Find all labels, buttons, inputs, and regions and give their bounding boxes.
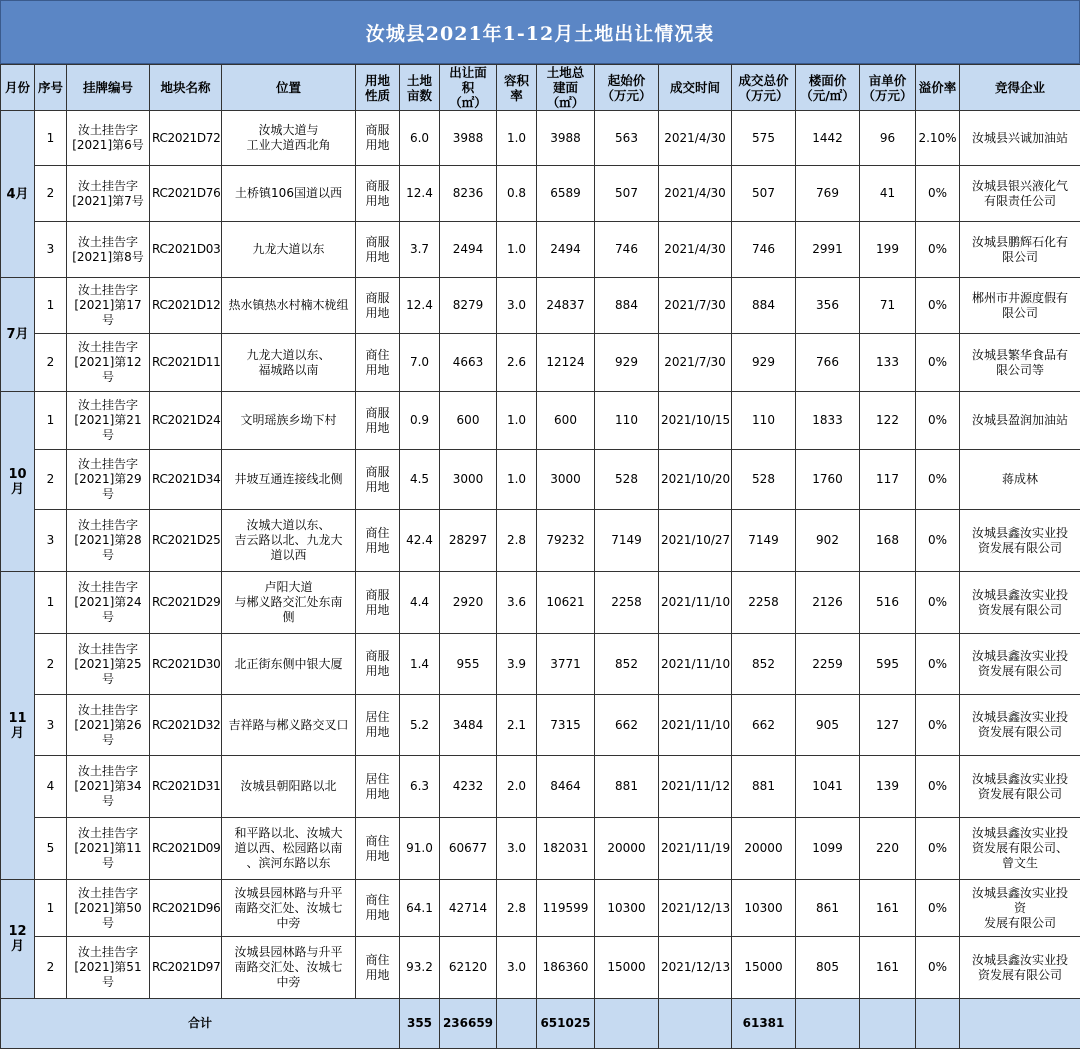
cell-deal-price: 746 <box>732 222 796 278</box>
cell-mu-price: 117 <box>860 450 916 510</box>
cell-parcel-name: RC2021D76 <box>150 166 222 222</box>
cell-premium: 0% <box>916 166 960 222</box>
cell-seq: 1 <box>35 880 67 937</box>
cell-premium: 0% <box>916 334 960 392</box>
total-empty-premium <box>916 999 960 1049</box>
cell-floor-price: 2259 <box>796 634 860 695</box>
cell-build-area: 182031 <box>537 818 595 880</box>
cell-floor-price: 769 <box>796 166 860 222</box>
cell-winner: 汝城县鹏辉石化有 限公司 <box>960 222 1080 278</box>
cell-area: 3000 <box>440 450 497 510</box>
cell-land-use: 居住 用地 <box>356 695 400 756</box>
cell-deal-time: 2021/10/27 <box>659 510 732 572</box>
cell-location: 卢阳大道 与郴义路交汇处东南 侧 <box>222 572 356 634</box>
cell-mu: 12.4 <box>400 278 440 334</box>
table-row <box>1 222 1080 278</box>
cell-area: 8279 <box>440 278 497 334</box>
cell-floor-price: 805 <box>796 937 860 999</box>
cell-location: 北正街东侧中银大厦 <box>222 634 356 695</box>
header-month: 月份 <box>1 65 35 111</box>
cell-mu: 6.3 <box>400 756 440 818</box>
table-row <box>1 634 1080 695</box>
header-deal-price: 成交总价 （万元） <box>732 65 796 111</box>
cell-deal-time: 2021/11/12 <box>659 756 732 818</box>
total-empty-ratio <box>497 999 537 1049</box>
cell-land-use: 商住 用地 <box>356 818 400 880</box>
cell-land-use: 商住 用地 <box>356 937 400 999</box>
cell-land-use: 商服 用地 <box>356 111 400 166</box>
cell-premium: 0% <box>916 392 960 450</box>
cell-deal-price: 881 <box>732 756 796 818</box>
cell-winner: 汝城县鑫汝实业投 资 发展有限公司 <box>960 880 1080 937</box>
cell-deal-time: 2021/11/10 <box>659 572 732 634</box>
cell-deal-price: 929 <box>732 334 796 392</box>
cell-area: 955 <box>440 634 497 695</box>
cell-land-use: 商住 用地 <box>356 334 400 392</box>
cell-location: 汝城县朝阳路以北 <box>222 756 356 818</box>
cell-land-use: 商住 用地 <box>356 510 400 572</box>
cell-mu: 42.4 <box>400 510 440 572</box>
cell-seq: 3 <box>35 510 67 572</box>
cell-parcel-name: RC2021D11 <box>150 334 222 392</box>
cell-deal-price: 7149 <box>732 510 796 572</box>
cell-premium: 0% <box>916 278 960 334</box>
header-listing-no: 挂牌编号 <box>67 65 150 111</box>
table-row <box>1 111 1080 166</box>
cell-winner: 汝城县鑫汝实业投 资发展有限公司、 曾文生 <box>960 818 1080 880</box>
cell-seq: 3 <box>35 695 67 756</box>
total-label: 合计 <box>1 999 400 1049</box>
cell-deal-time: 2021/10/20 <box>659 450 732 510</box>
cell-area: 600 <box>440 392 497 450</box>
cell-floor-price: 356 <box>796 278 860 334</box>
cell-start-price: 662 <box>595 695 659 756</box>
cell-mu-price: 516 <box>860 572 916 634</box>
cell-floor-price: 1760 <box>796 450 860 510</box>
cell-plot-ratio: 1.0 <box>497 450 537 510</box>
cell-build-area: 6589 <box>537 166 595 222</box>
cell-build-area: 7315 <box>537 695 595 756</box>
table-row <box>1 756 1080 818</box>
cell-land-use: 商服 用地 <box>356 166 400 222</box>
cell-deal-time: 2021/4/30 <box>659 111 732 166</box>
cell-winner: 蒋成林 <box>960 450 1080 510</box>
cell-seq: 2 <box>35 450 67 510</box>
cell-start-price: 507 <box>595 166 659 222</box>
cell-listing-no: 汝土挂告字 [2021]第11 号 <box>67 818 150 880</box>
total-empty-winner <box>960 999 1080 1049</box>
cell-parcel-name: RC2021D72 <box>150 111 222 166</box>
cell-deal-time: 2021/12/13 <box>659 880 732 937</box>
cell-seq: 2 <box>35 334 67 392</box>
table-row <box>1 937 1080 999</box>
cell-mu-price: 139 <box>860 756 916 818</box>
cell-winner: 汝城县盈润加油站 <box>960 392 1080 450</box>
cell-build-area: 600 <box>537 392 595 450</box>
cell-seq: 2 <box>35 634 67 695</box>
cell-build-area: 24837 <box>537 278 595 334</box>
cell-deal-time: 2021/7/30 <box>659 334 732 392</box>
cell-premium: 0% <box>916 572 960 634</box>
table-row <box>1 510 1080 572</box>
cell-location: 汝城大道与 工业大道西北角 <box>222 111 356 166</box>
cell-plot-ratio: 2.0 <box>497 756 537 818</box>
cell-build-area: 3988 <box>537 111 595 166</box>
cell-area: 28297 <box>440 510 497 572</box>
cell-mu: 93.2 <box>400 937 440 999</box>
cell-parcel-name: RC2021D24 <box>150 392 222 450</box>
cell-listing-no: 汝土挂告字 [2021]第29 号 <box>67 450 150 510</box>
header-mu: 土地 亩数 <box>400 65 440 111</box>
total-empty-time <box>659 999 732 1049</box>
cell-start-price: 563 <box>595 111 659 166</box>
cell-floor-price: 2126 <box>796 572 860 634</box>
table-row <box>1 572 1080 634</box>
cell-parcel-name: RC2021D31 <box>150 756 222 818</box>
cell-winner: 汝城县鑫汝实业投 资发展有限公司 <box>960 510 1080 572</box>
cell-listing-no: 汝土挂告字 [2021]第17 号 <box>67 278 150 334</box>
cell-deal-time: 2021/10/15 <box>659 392 732 450</box>
total-build-area: 651025 <box>537 999 595 1049</box>
cell-parcel-name: RC2021D34 <box>150 450 222 510</box>
table-row <box>1 392 1080 450</box>
cell-mu: 1.4 <box>400 634 440 695</box>
cell-winner: 汝城县银兴液化气 有限责任公司 <box>960 166 1080 222</box>
cell-floor-price: 1833 <box>796 392 860 450</box>
header-start-price: 起始价 （万元） <box>595 65 659 111</box>
cell-deal-price: 110 <box>732 392 796 450</box>
header-seq: 序号 <box>35 65 67 111</box>
cell-listing-no: 汝土挂告字 [2021]第24 号 <box>67 572 150 634</box>
cell-listing-no: 汝土挂告字 [2021]第7号 <box>67 166 150 222</box>
cell-deal-price: 10300 <box>732 880 796 937</box>
cell-plot-ratio: 2.8 <box>497 880 537 937</box>
cell-deal-time: 2021/7/30 <box>659 278 732 334</box>
cell-seq: 4 <box>35 756 67 818</box>
cell-build-area: 10621 <box>537 572 595 634</box>
cell-winner: 郴州市井源度假有 限公司 <box>960 278 1080 334</box>
table-row <box>1 695 1080 756</box>
cell-listing-no: 汝土挂告字 [2021]第26 号 <box>67 695 150 756</box>
cell-parcel-name: RC2021D29 <box>150 572 222 634</box>
cell-floor-price: 861 <box>796 880 860 937</box>
cell-deal-price: 575 <box>732 111 796 166</box>
cell-seq: 2 <box>35 166 67 222</box>
cell-winner: 汝城县鑫汝实业投 资发展有限公司 <box>960 937 1080 999</box>
cell-location: 吉祥路与郴义路交叉口 <box>222 695 356 756</box>
cell-premium: 0% <box>916 937 960 999</box>
cell-listing-no: 汝土挂告字 [2021]第50 号 <box>67 880 150 937</box>
cell-mu: 0.9 <box>400 392 440 450</box>
cell-plot-ratio: 2.1 <box>497 695 537 756</box>
cell-floor-price: 766 <box>796 334 860 392</box>
header-premium: 溢价率 <box>916 65 960 111</box>
cell-floor-price: 1041 <box>796 756 860 818</box>
cell-listing-no: 汝土挂告字 [2021]第21 号 <box>67 392 150 450</box>
cell-land-use: 商服 用地 <box>356 572 400 634</box>
cell-premium: 0% <box>916 634 960 695</box>
table-row <box>1 166 1080 222</box>
header-parcel-name: 地块名称 <box>150 65 222 111</box>
table-title: 汝城县2021年1-12月土地出让情况表 <box>0 0 1080 64</box>
cell-floor-price: 1442 <box>796 111 860 166</box>
cell-parcel-name: RC2021D25 <box>150 510 222 572</box>
cell-plot-ratio: 3.0 <box>497 937 537 999</box>
total-price: 61381 <box>732 999 796 1049</box>
cell-mu: 7.0 <box>400 334 440 392</box>
cell-seq: 1 <box>35 278 67 334</box>
cell-winner: 汝城县兴诚加油站 <box>960 111 1080 166</box>
cell-parcel-name: RC2021D32 <box>150 695 222 756</box>
cell-seq: 3 <box>35 222 67 278</box>
cell-area: 2920 <box>440 572 497 634</box>
cell-premium: 0% <box>916 880 960 937</box>
cell-plot-ratio: 1.0 <box>497 111 537 166</box>
cell-parcel-name: RC2021D12 <box>150 278 222 334</box>
cell-plot-ratio: 3.0 <box>497 818 537 880</box>
cell-seq: 5 <box>35 818 67 880</box>
cell-mu: 6.0 <box>400 111 440 166</box>
cell-listing-no: 汝土挂告字 [2021]第8号 <box>67 222 150 278</box>
cell-area: 60677 <box>440 818 497 880</box>
cell-location: 和平路以北、汝城大 道以西、松园路以南 、滨河东路以东 <box>222 818 356 880</box>
cell-seq: 1 <box>35 111 67 166</box>
cell-area: 8236 <box>440 166 497 222</box>
cell-seq: 2 <box>35 937 67 999</box>
cell-area: 3988 <box>440 111 497 166</box>
cell-area: 2494 <box>440 222 497 278</box>
cell-start-price: 881 <box>595 756 659 818</box>
cell-build-area: 8464 <box>537 756 595 818</box>
cell-floor-price: 905 <box>796 695 860 756</box>
cell-plot-ratio: 3.9 <box>497 634 537 695</box>
table-row <box>1 278 1080 334</box>
cell-winner: 汝城县鑫汝实业投 资发展有限公司 <box>960 572 1080 634</box>
cell-listing-no: 汝土挂告字 [2021]第25 号 <box>67 634 150 695</box>
cell-floor-price: 2991 <box>796 222 860 278</box>
cell-mu-price: 127 <box>860 695 916 756</box>
cell-build-area: 2494 <box>537 222 595 278</box>
cell-build-area: 186360 <box>537 937 595 999</box>
cell-seq: 1 <box>35 572 67 634</box>
cell-build-area: 3771 <box>537 634 595 695</box>
cell-deal-price: 884 <box>732 278 796 334</box>
cell-land-use: 商服 用地 <box>356 634 400 695</box>
month-cell: 4月 <box>1 111 35 278</box>
cell-deal-time: 2021/11/19 <box>659 818 732 880</box>
cell-plot-ratio: 2.8 <box>497 510 537 572</box>
header-location: 位置 <box>222 65 356 111</box>
header-plot-ratio: 容积率 <box>497 65 537 111</box>
cell-start-price: 10300 <box>595 880 659 937</box>
table-row <box>1 880 1080 937</box>
cell-location: 九龙大道以东 <box>222 222 356 278</box>
cell-premium: 0% <box>916 450 960 510</box>
cell-build-area: 12124 <box>537 334 595 392</box>
month-cell: 12月 <box>1 880 35 999</box>
cell-start-price: 15000 <box>595 937 659 999</box>
cell-premium: 2.10% <box>916 111 960 166</box>
cell-mu-price: 161 <box>860 937 916 999</box>
cell-plot-ratio: 0.8 <box>497 166 537 222</box>
cell-seq: 1 <box>35 392 67 450</box>
cell-mu: 5.2 <box>400 695 440 756</box>
cell-parcel-name: RC2021D30 <box>150 634 222 695</box>
total-empty-mu-price <box>860 999 916 1049</box>
cell-premium: 0% <box>916 818 960 880</box>
cell-start-price: 110 <box>595 392 659 450</box>
month-cell: 10月 <box>1 392 35 572</box>
cell-start-price: 528 <box>595 450 659 510</box>
cell-mu-price: 168 <box>860 510 916 572</box>
cell-deal-price: 15000 <box>732 937 796 999</box>
month-cell: 7月 <box>1 278 35 392</box>
cell-location: 井坡互通连接线北侧 <box>222 450 356 510</box>
cell-plot-ratio: 1.0 <box>497 222 537 278</box>
cell-area: 42714 <box>440 880 497 937</box>
cell-mu: 91.0 <box>400 818 440 880</box>
total-mu: 355 <box>400 999 440 1049</box>
cell-plot-ratio: 3.0 <box>497 278 537 334</box>
cell-plot-ratio: 3.6 <box>497 572 537 634</box>
cell-start-price: 2258 <box>595 572 659 634</box>
cell-area: 3484 <box>440 695 497 756</box>
cell-area: 62120 <box>440 937 497 999</box>
cell-floor-price: 902 <box>796 510 860 572</box>
cell-mu: 3.7 <box>400 222 440 278</box>
cell-plot-ratio: 2.6 <box>497 334 537 392</box>
cell-winner: 汝城县繁华食品有 限公司等 <box>960 334 1080 392</box>
cell-location: 汝城县园林路与升平 南路交汇处、汝城七 中旁 <box>222 937 356 999</box>
cell-location: 文明瑶族乡坳下村 <box>222 392 356 450</box>
header-build-area: 土地总 建面 （㎡） <box>537 65 595 111</box>
cell-location: 汝城大道以东、 吉云路以北、九龙大 道以西 <box>222 510 356 572</box>
cell-land-use: 商服 用地 <box>356 278 400 334</box>
cell-mu-price: 122 <box>860 392 916 450</box>
cell-mu: 4.4 <box>400 572 440 634</box>
cell-deal-price: 2258 <box>732 572 796 634</box>
cell-parcel-name: RC2021D97 <box>150 937 222 999</box>
total-empty-floor <box>796 999 860 1049</box>
header-floor-price: 楼面价 （元/㎡） <box>796 65 860 111</box>
cell-land-use: 商服 用地 <box>356 392 400 450</box>
table-body <box>1 111 1080 999</box>
cell-deal-price: 507 <box>732 166 796 222</box>
cell-location: 热水镇热水村楠木栊组 <box>222 278 356 334</box>
cell-listing-no: 汝土挂告字 [2021]第51 号 <box>67 937 150 999</box>
cell-location: 汝城县园林路与升平 南路交汇处、汝城七 中旁 <box>222 880 356 937</box>
table-row <box>1 334 1080 392</box>
cell-mu-price: 161 <box>860 880 916 937</box>
cell-area: 4663 <box>440 334 497 392</box>
cell-start-price: 852 <box>595 634 659 695</box>
cell-deal-price: 528 <box>732 450 796 510</box>
cell-mu: 4.5 <box>400 450 440 510</box>
cell-floor-price: 1099 <box>796 818 860 880</box>
cell-listing-no: 汝土挂告字 [2021]第34 号 <box>67 756 150 818</box>
total-area: 236659 <box>440 999 497 1049</box>
cell-area: 4232 <box>440 756 497 818</box>
cell-deal-price: 20000 <box>732 818 796 880</box>
cell-location: 九龙大道以东、 福城路以南 <box>222 334 356 392</box>
cell-land-use: 居住 用地 <box>356 756 400 818</box>
cell-parcel-name: RC2021D03 <box>150 222 222 278</box>
cell-deal-time: 2021/12/13 <box>659 937 732 999</box>
cell-start-price: 20000 <box>595 818 659 880</box>
total-empty-start <box>595 999 659 1049</box>
cell-build-area: 79232 <box>537 510 595 572</box>
cell-mu-price: 96 <box>860 111 916 166</box>
cell-premium: 0% <box>916 695 960 756</box>
cell-winner: 汝城县鑫汝实业投 资发展有限公司 <box>960 634 1080 695</box>
cell-deal-time: 2021/4/30 <box>659 166 732 222</box>
cell-mu-price: 133 <box>860 334 916 392</box>
cell-listing-no: 汝土挂告字 [2021]第28 号 <box>67 510 150 572</box>
total-row <box>1 999 1080 1049</box>
cell-mu-price: 199 <box>860 222 916 278</box>
cell-premium: 0% <box>916 510 960 572</box>
cell-listing-no: 汝土挂告字 [2021]第12 号 <box>67 334 150 392</box>
table-row <box>1 450 1080 510</box>
cell-start-price: 884 <box>595 278 659 334</box>
cell-mu-price: 41 <box>860 166 916 222</box>
cell-deal-price: 662 <box>732 695 796 756</box>
header-winner: 竞得企业 <box>960 65 1080 111</box>
cell-start-price: 7149 <box>595 510 659 572</box>
header-area: 出让面 积 （㎡） <box>440 65 497 111</box>
header-deal-time: 成交时间 <box>659 65 732 111</box>
cell-start-price: 929 <box>595 334 659 392</box>
cell-land-use: 商服 用地 <box>356 222 400 278</box>
cell-plot-ratio: 1.0 <box>497 392 537 450</box>
month-cell: 11月 <box>1 572 35 880</box>
cell-deal-time: 2021/11/10 <box>659 695 732 756</box>
cell-listing-no: 汝土挂告字 [2021]第6号 <box>67 111 150 166</box>
cell-land-use: 商住 用地 <box>356 880 400 937</box>
cell-mu: 12.4 <box>400 166 440 222</box>
cell-location: 土桥镇106国道以西 <box>222 166 356 222</box>
cell-deal-price: 852 <box>732 634 796 695</box>
cell-parcel-name: RC2021D09 <box>150 818 222 880</box>
cell-premium: 0% <box>916 222 960 278</box>
header-land-use: 用地 性质 <box>356 65 400 111</box>
cell-start-price: 746 <box>595 222 659 278</box>
cell-land-use: 商服 用地 <box>356 450 400 510</box>
table-row <box>1 818 1080 880</box>
land-transfer-table <box>0 64 1080 1049</box>
cell-build-area: 119599 <box>537 880 595 937</box>
cell-premium: 0% <box>916 756 960 818</box>
cell-build-area: 3000 <box>537 450 595 510</box>
cell-deal-time: 2021/4/30 <box>659 222 732 278</box>
cell-winner: 汝城县鑫汝实业投 资发展有限公司 <box>960 756 1080 818</box>
cell-winner: 汝城县鑫汝实业投 资发展有限公司 <box>960 695 1080 756</box>
cell-mu-price: 71 <box>860 278 916 334</box>
header-row <box>1 65 1080 111</box>
cell-mu-price: 595 <box>860 634 916 695</box>
cell-deal-time: 2021/11/10 <box>659 634 732 695</box>
cell-mu: 64.1 <box>400 880 440 937</box>
cell-parcel-name: RC2021D96 <box>150 880 222 937</box>
header-mu-price: 亩单价 （万元） <box>860 65 916 111</box>
cell-mu-price: 220 <box>860 818 916 880</box>
